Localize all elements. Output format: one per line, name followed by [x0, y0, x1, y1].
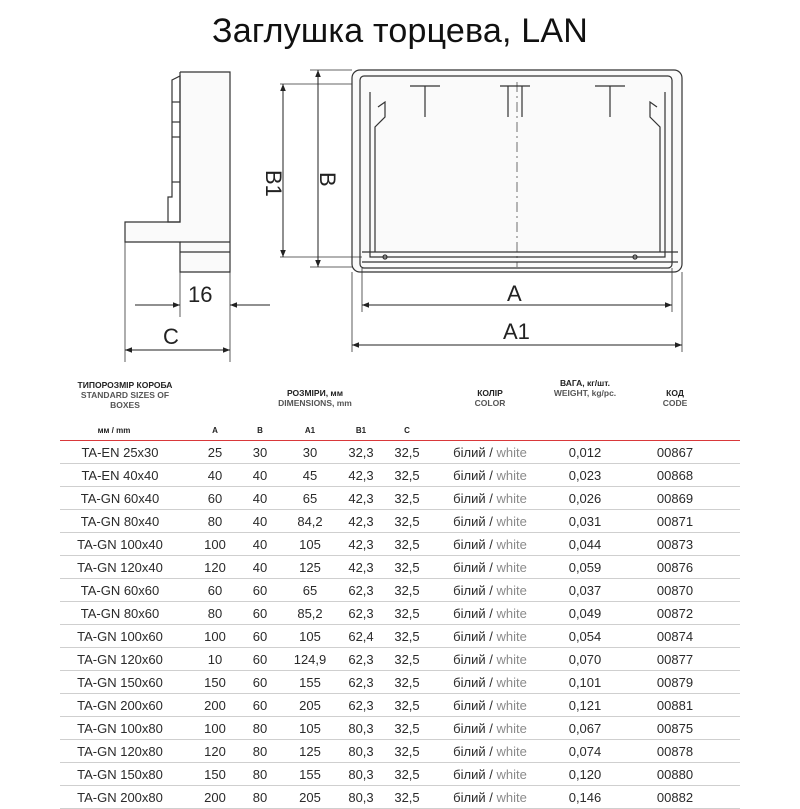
cell-a1: 105 — [299, 629, 321, 644]
cell-b1: 42,3 — [348, 537, 374, 552]
cell-color-en: white — [496, 629, 527, 644]
table-row — [60, 763, 740, 786]
cell-color — [445, 491, 535, 506]
cell-color-ua: білий / — [453, 514, 493, 529]
cell-a: 60 — [207, 583, 223, 598]
cell-weight: 0,101 — [568, 675, 602, 690]
table-row — [60, 602, 740, 625]
cell-a: 200 — [204, 790, 226, 805]
cell-c: 32,5 — [394, 790, 420, 805]
cell-b1: 62,4 — [348, 629, 374, 644]
cell-size: TA-GN 100x60 — [77, 629, 163, 644]
cell-b1: 42,3 — [348, 514, 374, 529]
cell-c: 32,5 — [394, 445, 420, 460]
cell-size: TA-EN 25x30 — [81, 445, 159, 460]
cell-a1: 155 — [299, 767, 321, 782]
header-size-ua: ТИПОРОЗМІР КОРОБА — [77, 380, 173, 390]
cell-b: 80 — [252, 744, 268, 759]
cell-b1: 42,3 — [348, 491, 374, 506]
cell-b1: 42,3 — [348, 468, 374, 483]
cell-color-en: white — [496, 652, 527, 667]
label-a1: A1 — [503, 319, 530, 344]
cell-color — [445, 606, 535, 621]
cell-color — [445, 721, 535, 736]
header-col-a: A — [212, 426, 218, 435]
cell-size: TA-GN 80x60 — [80, 606, 160, 621]
cell-color-en: white — [496, 514, 527, 529]
cell-color-en: white — [496, 468, 527, 483]
cell-size: TA-GN 150x60 — [77, 675, 163, 690]
table-header — [60, 372, 740, 441]
cell-b: 40 — [252, 514, 268, 529]
cell-color-ua: білий / — [453, 537, 493, 552]
label-a: A — [507, 281, 522, 306]
cell-b: 40 — [252, 537, 268, 552]
cell-color-en: white — [496, 445, 527, 460]
cell-color — [445, 560, 535, 575]
header-code — [650, 388, 700, 408]
table-row — [60, 671, 740, 694]
cell-weight: 0,121 — [568, 698, 602, 713]
cell-c: 32,5 — [394, 560, 420, 575]
cell-c: 32,5 — [394, 767, 420, 782]
cell-code: 00878 — [656, 744, 694, 759]
cell-b: 80 — [252, 767, 268, 782]
cell-c: 32,5 — [394, 744, 420, 759]
cell-size: TA-GN 200x60 — [77, 698, 163, 713]
cell-size: TA-GN 100x80 — [77, 721, 163, 736]
cell-color — [445, 698, 535, 713]
cell-a1: 155 — [299, 675, 321, 690]
cell-a: 120 — [204, 744, 226, 759]
cell-code: 00876 — [656, 560, 694, 575]
header-size — [70, 380, 180, 410]
cell-weight: 0,012 — [568, 445, 602, 460]
cell-color-ua: білий / — [453, 652, 493, 667]
cell-a1: 125 — [299, 560, 321, 575]
table-row — [60, 786, 740, 809]
cell-color — [445, 537, 535, 552]
cell-color-ua: білий / — [453, 629, 493, 644]
cell-code: 00879 — [656, 675, 694, 690]
cell-b: 80 — [252, 790, 268, 805]
cell-color-ua: білий / — [453, 675, 493, 690]
cell-a1: 205 — [299, 790, 321, 805]
cell-b1: 80,3 — [348, 744, 374, 759]
cell-code: 00881 — [656, 698, 694, 713]
cell-b: 40 — [252, 491, 268, 506]
cell-color-ua: білий / — [453, 560, 493, 575]
cell-b1: 62,3 — [348, 652, 374, 667]
cell-code: 00880 — [656, 767, 694, 782]
cell-color — [445, 445, 535, 460]
cell-size: TA-GN 60x60 — [80, 583, 160, 598]
cell-b: 60 — [252, 652, 268, 667]
cell-a: 150 — [204, 675, 226, 690]
table-row — [60, 533, 740, 556]
cell-size: TA-GN 100x40 — [77, 537, 163, 552]
cell-a: 100 — [204, 629, 226, 644]
cell-weight: 0,049 — [568, 606, 602, 621]
cell-color-ua: білий / — [453, 744, 493, 759]
cell-weight: 0,120 — [568, 767, 602, 782]
cell-weight: 0,037 — [568, 583, 602, 598]
table-row — [60, 464, 740, 487]
cell-code: 00882 — [656, 790, 694, 805]
cell-size: TA-GN 200x80 — [77, 790, 163, 805]
cell-b1: 80,3 — [348, 767, 374, 782]
cell-color — [445, 583, 535, 598]
cell-a1: 84,2 — [297, 514, 323, 529]
cell-color-en: white — [496, 491, 527, 506]
cell-color-en: white — [496, 767, 527, 782]
cell-c: 32,5 — [394, 675, 420, 690]
cell-b: 40 — [252, 468, 268, 483]
table-row — [60, 579, 740, 602]
table-row — [60, 694, 740, 717]
cell-color-en: white — [496, 560, 527, 575]
spec-table — [60, 372, 740, 809]
cell-color — [445, 652, 535, 667]
cell-color-ua: білий / — [453, 445, 493, 460]
cell-a1: 65 — [302, 583, 318, 598]
cell-a: 10 — [207, 652, 223, 667]
cell-color — [445, 744, 535, 759]
cell-weight: 0,044 — [568, 537, 602, 552]
cell-a: 200 — [204, 698, 226, 713]
cell-color-en: white — [496, 698, 527, 713]
cell-code: 00874 — [656, 629, 694, 644]
header-code-en: CODE — [662, 398, 688, 408]
cell-color — [445, 514, 535, 529]
cell-b1: 62,3 — [348, 675, 374, 690]
page-title: Заглушка торцева, LAN — [211, 12, 589, 50]
cell-color-ua: білий / — [453, 606, 493, 621]
front-view — [280, 70, 682, 352]
cell-color-ua: білий / — [453, 698, 493, 713]
cell-color — [445, 767, 535, 782]
cell-size: TA-EN 40x40 — [81, 468, 159, 483]
cell-weight: 0,031 — [568, 514, 602, 529]
cell-a: 80 — [207, 606, 223, 621]
cell-b1: 42,3 — [348, 560, 374, 575]
table-row — [60, 717, 740, 740]
cell-color — [445, 629, 535, 644]
cell-c: 32,5 — [394, 468, 420, 483]
cell-code: 00873 — [656, 537, 694, 552]
cell-weight: 0,070 — [568, 652, 602, 667]
table-row — [60, 625, 740, 648]
cell-color-ua: білий / — [453, 767, 493, 782]
cell-color-en: white — [496, 537, 527, 552]
table-row — [60, 556, 740, 579]
label-c: C — [163, 324, 179, 349]
cell-a1: 105 — [299, 721, 321, 736]
cell-a: 80 — [207, 514, 223, 529]
cell-a1: 205 — [299, 698, 321, 713]
cell-color-en: white — [496, 675, 527, 690]
cell-b: 60 — [252, 698, 268, 713]
header-size-en: STANDARD SIZES OF BOXES — [80, 390, 170, 410]
cell-code: 00868 — [656, 468, 694, 483]
cell-b: 60 — [252, 629, 268, 644]
cell-weight: 0,074 — [568, 744, 602, 759]
cell-color-en: white — [496, 721, 527, 736]
cell-b1: 32,3 — [348, 445, 374, 460]
side-view — [125, 72, 230, 362]
cell-a1: 65 — [302, 491, 318, 506]
cell-color-ua: білий / — [453, 468, 493, 483]
cell-c: 32,5 — [394, 629, 420, 644]
cell-b: 40 — [252, 560, 268, 575]
cell-color-en: white — [496, 790, 527, 805]
cell-color-en: white — [496, 583, 527, 598]
cell-weight: 0,054 — [568, 629, 602, 644]
header-col-b: B — [257, 426, 263, 435]
cell-color-ua: білий / — [453, 583, 493, 598]
cell-color-ua: білий / — [453, 790, 493, 805]
cell-b1: 62,3 — [348, 606, 374, 621]
cell-a1: 30 — [302, 445, 318, 460]
cell-weight: 0,059 — [568, 560, 602, 575]
cell-color — [445, 675, 535, 690]
cell-size: TA-GN 120x80 — [77, 744, 163, 759]
header-weight — [550, 378, 620, 398]
cell-c: 32,5 — [394, 698, 420, 713]
cell-size: TA-GN 150x80 — [77, 767, 163, 782]
cell-a: 100 — [204, 721, 226, 736]
cell-a: 40 — [207, 468, 223, 483]
cell-c: 32,5 — [394, 652, 420, 667]
cell-a: 60 — [207, 491, 223, 506]
cell-code: 00875 — [656, 721, 694, 736]
header-dims — [250, 388, 380, 408]
cell-b: 30 — [252, 445, 268, 460]
cell-b1: 80,3 — [348, 790, 374, 805]
cell-a: 100 — [204, 537, 226, 552]
cell-color-en: white — [496, 606, 527, 621]
cell-weight: 0,146 — [568, 790, 602, 805]
cell-code: 00871 — [656, 514, 694, 529]
cell-c: 32,5 — [394, 491, 420, 506]
header-dims-en: DIMENSIONS, mm — [278, 398, 352, 408]
cell-c: 32,5 — [394, 606, 420, 621]
cell-code: 00870 — [656, 583, 694, 598]
cell-size: TA-GN 80x40 — [80, 514, 160, 529]
header-size-unit: мм / mm — [97, 426, 131, 435]
cell-a: 120 — [204, 560, 226, 575]
label-b: B — [315, 172, 340, 187]
header-col-c: C — [404, 426, 410, 435]
header-color — [455, 388, 525, 408]
cell-a1: 85,2 — [297, 606, 323, 621]
cell-b1: 80,3 — [348, 721, 374, 736]
cell-code: 00869 — [656, 491, 694, 506]
cell-a1: 45 — [302, 468, 318, 483]
cell-code: 00872 — [656, 606, 694, 621]
cell-color-ua: білий / — [453, 721, 493, 736]
cell-c: 32,5 — [394, 721, 420, 736]
cell-a1: 105 — [299, 537, 321, 552]
cell-a: 150 — [204, 767, 226, 782]
cell-a1: 124,9 — [293, 652, 327, 667]
cell-a: 25 — [207, 445, 223, 460]
label-16: 16 — [188, 282, 213, 307]
cell-color — [445, 468, 535, 483]
table-row — [60, 510, 740, 533]
table-row — [60, 648, 740, 671]
header-color-en: COLOR — [474, 398, 506, 408]
header-color-ua: КОЛІР — [477, 388, 503, 398]
cell-b: 60 — [252, 583, 268, 598]
cell-size: TA-GN 120x60 — [77, 652, 163, 667]
table-row — [60, 740, 740, 763]
cell-weight: 0,023 — [568, 468, 602, 483]
cell-b: 60 — [252, 675, 268, 690]
cell-code: 00877 — [656, 652, 694, 667]
header-col-a1: A1 — [304, 426, 316, 435]
table-body — [60, 441, 740, 809]
header-weight-ua: ВАГА, кг/шт. — [559, 378, 611, 388]
cell-a1: 125 — [299, 744, 321, 759]
technical-drawing — [0, 62, 800, 362]
cell-size: TA-GN 120x40 — [77, 560, 163, 575]
cell-color-ua: білий / — [453, 491, 493, 506]
cell-b: 80 — [252, 721, 268, 736]
header-dims-ua: РОЗМІРИ, мм — [286, 388, 343, 398]
cell-color-en: white — [496, 744, 527, 759]
cell-code: 00867 — [656, 445, 694, 460]
cell-c: 32,5 — [394, 514, 420, 529]
cell-size: TA-GN 60x40 — [80, 491, 160, 506]
cell-b: 60 — [252, 606, 268, 621]
header-weight-en: WEIGHT, kg/pc. — [553, 388, 617, 398]
cell-c: 32,5 — [394, 583, 420, 598]
table-row — [60, 441, 740, 464]
table-row — [60, 487, 740, 510]
header-code-ua: КОД — [666, 388, 684, 398]
cell-b1: 62,3 — [348, 583, 374, 598]
cell-color — [445, 790, 535, 805]
cell-weight: 0,026 — [568, 491, 602, 506]
header-col-b1: B1 — [355, 426, 367, 435]
label-b1: B1 — [261, 170, 286, 197]
cell-c: 32,5 — [394, 537, 420, 552]
cell-b1: 62,3 — [348, 698, 374, 713]
cell-weight: 0,067 — [568, 721, 602, 736]
